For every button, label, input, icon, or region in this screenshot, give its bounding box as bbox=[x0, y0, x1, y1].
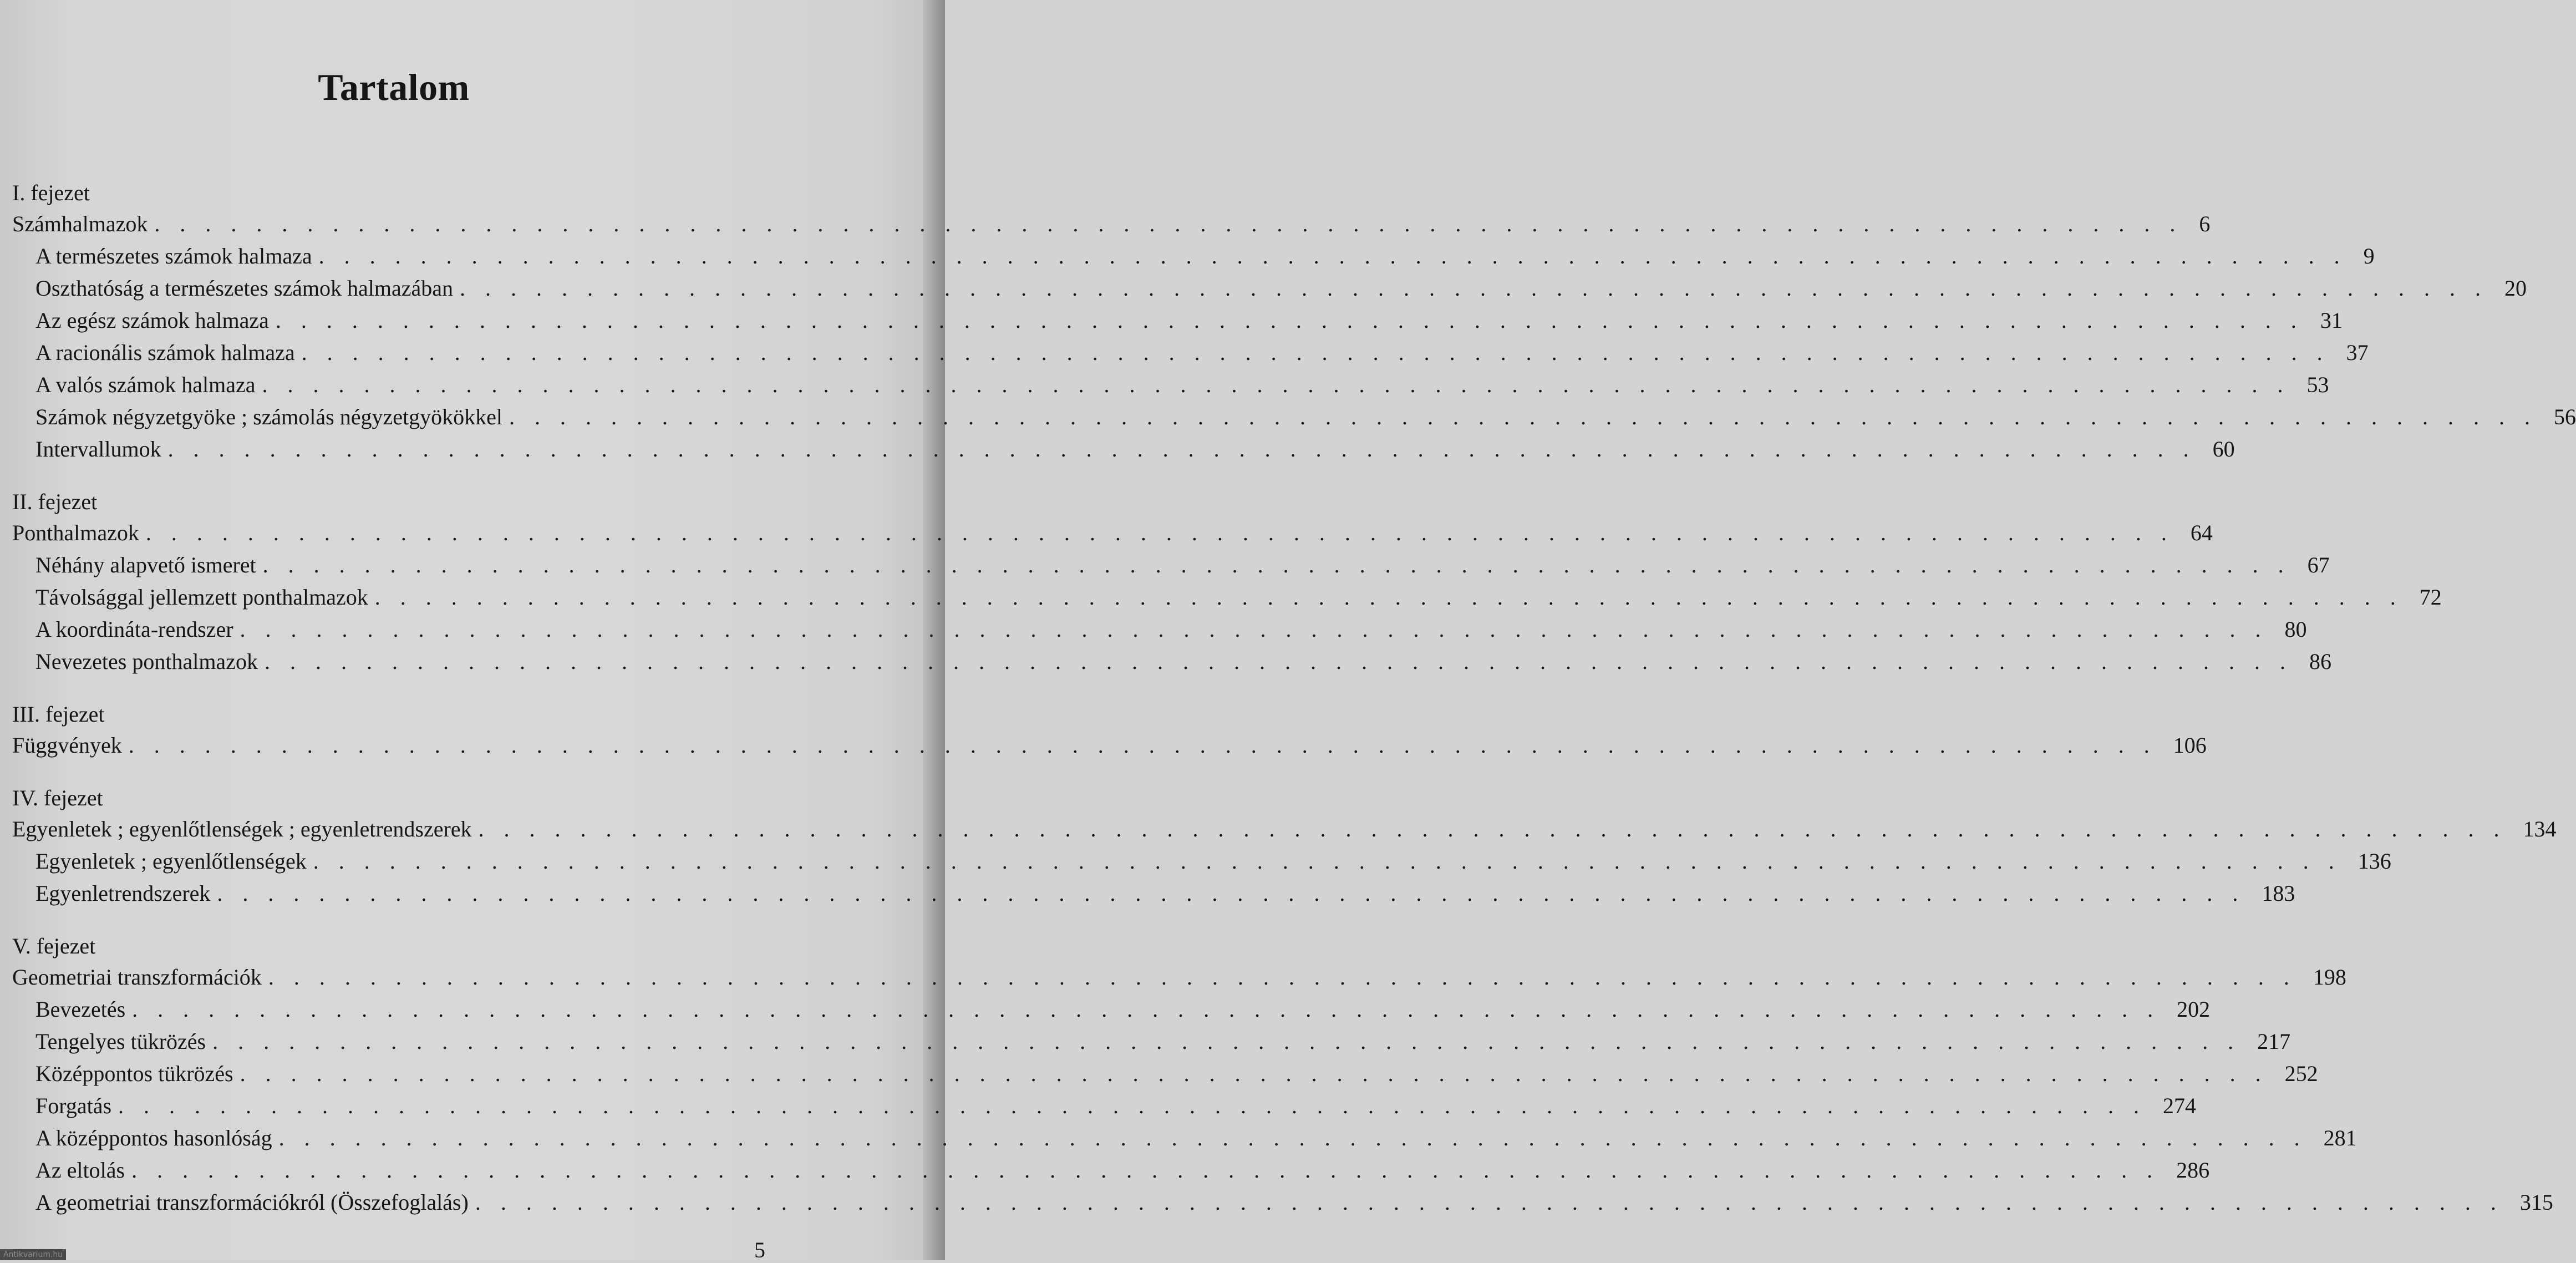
entry-page-number: 6 bbox=[2199, 211, 2211, 236]
toc-chapter bbox=[12, 486, 2442, 678]
chapter-label: II. fejezet bbox=[12, 489, 98, 514]
entry-title: Geometriai transzformációk bbox=[12, 965, 262, 990]
dot-leader: . . . . . . . . . . . . . . . . . . . . . . . . . . . . . . . . . . . . . . . . . . . . . . . . . . . . . . . . . . . . . . . . . . . . . . . . . . . . . . . . bbox=[262, 372, 2290, 397]
toc-subentry bbox=[12, 993, 2211, 1026]
entry-page-number: 60 bbox=[2212, 437, 2235, 461]
dot-leader: . . . . . . . . . . . . . . . . . . . . . . . . . . . . . . . . . . . . . . . . . . . . . . . . . . . . . . . . . . . . . . . . . . . . . . . . . . . . . . . . bbox=[131, 1158, 2160, 1183]
entry-page-number: 20 bbox=[2504, 276, 2527, 301]
toc-subentry bbox=[12, 1090, 2197, 1122]
toc-chapter bbox=[12, 783, 2557, 910]
toc-chapter bbox=[12, 177, 2576, 465]
entry-page-number: 281 bbox=[2323, 1125, 2357, 1150]
watermark: Antikvarium.hu bbox=[0, 1249, 66, 1260]
toc-subentry bbox=[12, 1026, 2291, 1058]
entry-title: A geometriai transzformációkról (Összefoglalás) bbox=[35, 1190, 469, 1215]
entry-title: Néhány alapvető ismeret bbox=[35, 552, 256, 577]
dot-leader: . . . . . . . . . . . . . . . . . . . . . . . . . . . . . . . . . . . . . . . . . . . . . . . . . . . . . . . . . . . . . . . . . . . . . . . . . . . . . . . . bbox=[318, 244, 2347, 268]
entry-page-number: 183 bbox=[2262, 881, 2295, 906]
toc-subentry bbox=[12, 1058, 2318, 1090]
entry-title: A valós számok halmaza bbox=[35, 372, 256, 397]
table-of-contents bbox=[12, 177, 2576, 1240]
entry-page-number: 53 bbox=[2306, 372, 2329, 397]
dot-leader: . . . . . . . . . . . . . . . . . . . . . . . . . . . . . . . . . . . . . . . . . . . . . . . . . . . . . . . . . . . . . . . . . . . . . . . . . . . . . . . . bbox=[240, 617, 2268, 642]
entry-page-number: 217 bbox=[2257, 1029, 2291, 1054]
entry-title: Függvények bbox=[12, 733, 122, 758]
entry-page-number: 67 bbox=[2307, 552, 2330, 577]
entry-page-number: 64 bbox=[2190, 520, 2213, 545]
page-number: 5 bbox=[754, 1237, 765, 1262]
toc-subentry bbox=[12, 1186, 2553, 1219]
dot-leader: . . . . . . . . . . . . . . . . . . . . . . . . . . . . . . . . . . . . . . . . . . . . . . . . . . . . . . . . . . . . . . . . . . . . . . . . . . . . . . . . bbox=[509, 404, 2537, 429]
toc-subentry bbox=[12, 240, 2375, 272]
toc-subentry bbox=[12, 337, 2369, 369]
dot-leader: . . . . . . . . . . . . . . . . . . . . . . . . . . . . . . . . . . . . . . . . . . . . . . . . . . . . . . . . . . . . . . . . . . . . . . . . . . . . . . . . bbox=[264, 649, 2293, 674]
dot-leader: . . . . . . . . . . . . . . . . . . . . . . . . . . . . . . . . . . . . . . . . . . . . . . . . . . . . . . . . . . . . . . . . . . . . . . . . . . . . . . . . bbox=[128, 733, 2157, 758]
entry-title: Egyenletrendszerek bbox=[35, 881, 211, 906]
dot-leader: . . . . . . . . . . . . . . . . . . . . . . . . . . . . . . . . . . . . . . . . . . . . . . . . . . . . . . . . . . . . . . . . . . . . . . . . . . . . . . . . bbox=[313, 849, 2341, 874]
entry-title: Az eltolás bbox=[35, 1158, 125, 1183]
entry-page-number: 72 bbox=[2419, 585, 2442, 610]
toc-entry bbox=[12, 208, 2211, 240]
entry-title: Egyenletek ; egyenlőtlenségek bbox=[35, 849, 307, 874]
dot-leader: . . . . . . . . . . . . . . . . . . . . . . . . . . . . . . . . . . . . . . . . . . . . . . . . . . . . . . . . . . . . . . . . . . . . . . . . . . . . . . . . bbox=[132, 997, 2161, 1022]
dot-leader: . . . . . . . . . . . . . . . . . . . . . . . . . . . . . . . . . . . . . . . . . . . . . . . . . . . . . . . . . . . . . . . . . . . . . . . . . . . . . . . . bbox=[374, 585, 2403, 610]
entry-page-number: 56 bbox=[2553, 404, 2576, 429]
dot-leader: . . . . . . . . . . . . . . . . . . . . . . . . . . . . . . . . . . . . . . . . . . . . . . . . . . . . . . . . . . . . . . . . . . . . . . . . . . . . . . . . bbox=[217, 881, 2245, 906]
entry-title: Az egész számok halmaza bbox=[35, 308, 269, 333]
chapter-label: IV. fejezet bbox=[12, 785, 103, 810]
dot-leader: . . . . . . . . . . . . . . . . . . . . . . . . . . . . . . . . . . . . . . . . . . . . . . . . . . . . . . . . . . . . . . . . . . . . . . . . . . . . . . . . bbox=[475, 1190, 2503, 1215]
entry-title: Oszthatóság a természetes számok halmazában bbox=[35, 276, 454, 301]
dot-leader: . . . . . . . . . . . . . . . . . . . . . . . . . . . . . . . . . . . . . . . . . . . . . . . . . . . . . . . . . . . . . . . . . . . . . . . . . . . . . . . . bbox=[118, 1093, 2147, 1118]
entry-title: Intervallumok bbox=[35, 437, 161, 461]
toc-subentry bbox=[12, 581, 2442, 613]
entry-title: Számhalmazok bbox=[12, 211, 148, 236]
entry-title: Tengelyes tükrözés bbox=[35, 1029, 206, 1054]
entry-title: Nevezetes ponthalmazok bbox=[35, 649, 258, 674]
dot-leader: . . . . . . . . . . . . . . . . . . . . . . . . . . . . . . . . . . . . . . . . . . . . . . . . . . . . . . . . . . . . . . . . . . . . . . . . . . . . . . . . bbox=[154, 211, 2183, 236]
entry-title: A koordináta-rendszer bbox=[35, 617, 233, 642]
toc-subentry bbox=[12, 549, 2330, 581]
entry-page-number: 315 bbox=[2519, 1190, 2553, 1215]
entry-title: Egyenletek ; egyenlőtlenségek ; egyenletrendszerek bbox=[12, 816, 472, 841]
dot-leader: . . . . . . . . . . . . . . . . . . . . . . . . . . . . . . . . . . . . . . . . . . . . . . . . . . . . . . . . . . . . . . . . . . . . . . . . . . . . . . . . bbox=[212, 1029, 2241, 1054]
dot-leader: . . . . . . . . . . . . . . . . . . . . . . . . . . . . . . . . . . . . . . . . . . . . . . . . . . . . . . . . . . . . . . . . . . . . . . . . . . . . . . . . bbox=[268, 965, 2296, 990]
entry-page-number: 31 bbox=[2320, 308, 2343, 333]
entry-title: Forgatás bbox=[35, 1093, 112, 1118]
entry-title: Ponthalmazok bbox=[12, 520, 139, 545]
entry-title: Bevezetés bbox=[35, 997, 126, 1022]
toc-subentry bbox=[12, 1154, 2210, 1186]
entry-title: A középpontos hasonlóság bbox=[35, 1125, 272, 1150]
toc-entry bbox=[12, 729, 2207, 762]
entry-title: Távolsággal jellemzett ponthalmazok bbox=[35, 585, 368, 610]
entry-title: A természetes számok halmaza bbox=[35, 244, 312, 268]
toc-subentry bbox=[12, 401, 2576, 433]
dot-leader: . . . . . . . . . . . . . . . . . . . . . . . . . . . . . . . . . . . . . . . . . . . . . . . . . . . . . . . . . . . . . . . . . . . . . . . . . . . . . . . . bbox=[262, 552, 2291, 577]
dot-leader: . . . . . . . . . . . . . . . . . . . . . . . . . . . . . . . . . . . . . . . . . . . . . . . . . . . . . . . . . . . . . . . . . . . . . . . . . . . . . . . . bbox=[240, 1061, 2268, 1086]
toc-entry bbox=[12, 813, 2557, 845]
dot-leader: . . . . . . . . . . . . . . . . . . . . . . . . . . . . . . . . . . . . . . . . . . . . . . . . . . . . . . . . . . . . . . . . . . . . . . . . . . . . . . . . bbox=[145, 520, 2174, 545]
toc-subentry bbox=[12, 1122, 2357, 1154]
toc-chapter bbox=[12, 699, 2207, 762]
toc-entry bbox=[12, 961, 2346, 993]
toc-subentry bbox=[12, 646, 2331, 678]
toc-subentry bbox=[12, 272, 2527, 305]
entry-page-number: 86 bbox=[2309, 649, 2331, 674]
chapter-label: I. fejezet bbox=[12, 180, 90, 205]
dot-leader: . . . . . . . . . . . . . . . . . . . . . . . . . . . . . . . . . . . . . . . . . . . . . . . . . . . . . . . . . . . . . . . . . . . . . . . . . . . . . . . . bbox=[275, 308, 2304, 333]
entry-page-number: 106 bbox=[2173, 733, 2207, 758]
entry-title: Számok négyzetgyöke ; számolás négyzetgyökökkel bbox=[35, 404, 502, 429]
chapter-label: V. fejezet bbox=[12, 934, 96, 958]
entry-page-number: 252 bbox=[2284, 1061, 2318, 1086]
entry-title: A racionális számok halmaza bbox=[35, 340, 295, 365]
entry-page-number: 9 bbox=[2363, 244, 2375, 268]
entry-page-number: 274 bbox=[2163, 1093, 2197, 1118]
toc-subentry bbox=[12, 613, 2307, 646]
entry-page-number: 198 bbox=[2313, 965, 2346, 990]
toc-chapter bbox=[12, 931, 2553, 1219]
dot-leader: . . . . . . . . . . . . . . . . . . . . . . . . . . . . . . . . . . . . . . . . . . . . . . . . . . . . . . . . . . . . . . . . . . . . . . . . . . . . . . . . bbox=[460, 276, 2488, 301]
dot-leader: . . . . . . . . . . . . . . . . . . . . . . . . . . . . . . . . . . . . . . . . . . . . . . . . . . . . . . . . . . . . . . . . . . . . . . . . . . . . . . . . bbox=[478, 816, 2507, 841]
entry-title: Középpontos tükrözés bbox=[35, 1061, 233, 1086]
page-title: Tartalom bbox=[318, 66, 470, 108]
toc-subentry bbox=[12, 305, 2343, 337]
entry-page-number: 202 bbox=[2177, 997, 2211, 1022]
entry-page-number: 286 bbox=[2176, 1158, 2210, 1183]
entry-page-number: 37 bbox=[2346, 340, 2369, 365]
toc-subentry bbox=[12, 877, 2295, 910]
entry-page-number: 134 bbox=[2523, 816, 2557, 841]
dot-leader: . . . . . . . . . . . . . . . . . . . . . . . . . . . . . . . . . . . . . . . . . . . . . . . . . . . . . . . . . . . . . . . . . . . . . . . . . . . . . . . . bbox=[301, 340, 2330, 365]
toc-subentry bbox=[12, 433, 2235, 465]
toc-subentry bbox=[12, 845, 2391, 877]
toc-entry bbox=[12, 517, 2213, 549]
chapter-label: III. fejezet bbox=[12, 702, 105, 727]
entry-page-number: 80 bbox=[2284, 617, 2307, 642]
dot-leader: . . . . . . . . . . . . . . . . . . . . . . . . . . . . . . . . . . . . . . . . . . . . . . . . . . . . . . . . . . . . . . . . . . . . . . . . . . . . . . . . bbox=[278, 1125, 2307, 1150]
entry-page-number: 136 bbox=[2357, 849, 2391, 874]
dot-leader: . . . . . . . . . . . . . . . . . . . . . . . . . . . . . . . . . . . . . . . . . . . . . . . . . . . . . . . . . . . . . . . . . . . . . . . . . . . . . . . . bbox=[167, 437, 2196, 461]
toc-subentry bbox=[12, 369, 2329, 401]
